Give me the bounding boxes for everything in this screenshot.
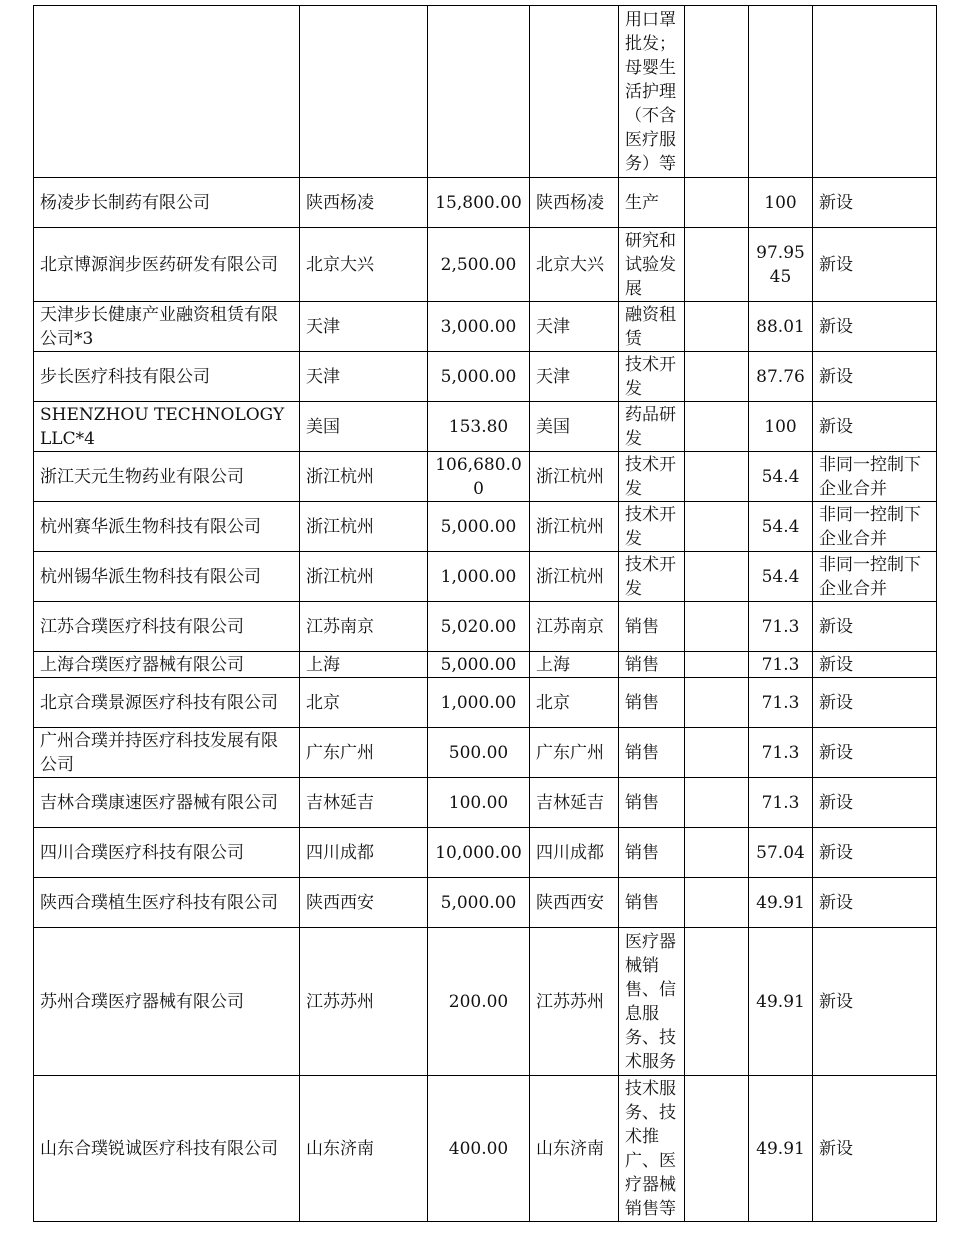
table-row	[34, 778, 937, 828]
registered-capital-cell: 15,800.00	[428, 178, 530, 228]
company-name-cell: 苏州合璞医疗器械有限公司	[34, 928, 300, 1076]
table-row	[34, 878, 937, 928]
company-name-cell: 四川合璞医疗科技有限公司	[34, 828, 300, 878]
registered-place-cell: 山东济南	[300, 1076, 428, 1222]
registered-place-cell: 上海	[300, 652, 428, 678]
direct-share-cell	[685, 878, 749, 928]
business-nature-cell: 技术开发	[619, 502, 685, 552]
direct-share-cell	[685, 6, 749, 178]
business-nature-cell: 销售	[619, 652, 685, 678]
table-row	[34, 552, 937, 602]
business-location-cell: 浙江杭州	[530, 552, 619, 602]
indirect-share-cell: 71.3	[749, 652, 813, 678]
direct-share-cell	[685, 178, 749, 228]
direct-share-cell	[685, 928, 749, 1076]
business-nature-cell: 销售	[619, 878, 685, 928]
registered-place-cell: 陕西西安	[300, 878, 428, 928]
acquisition-method-cell: 新设	[813, 302, 937, 352]
registered-capital-cell: 5,000.00	[428, 652, 530, 678]
registered-place-cell: 陕西杨凌	[300, 178, 428, 228]
company-name-cell: SHENZHOU TECHNOLOGY LLC*4	[34, 402, 300, 452]
indirect-share-cell	[749, 6, 813, 178]
business-nature-cell: 技术服务、技术推广、医疗器械销售等	[619, 1076, 685, 1222]
direct-share-cell	[685, 352, 749, 402]
business-location-cell: 陕西杨凌	[530, 178, 619, 228]
registered-capital-cell: 5,020.00	[428, 602, 530, 652]
acquisition-method-cell: 新设	[813, 402, 937, 452]
business-nature-cell: 用口罩批发；母婴生活护理（不含医疗服务）等	[619, 6, 685, 178]
table-row	[34, 228, 937, 302]
table-row	[34, 928, 937, 1076]
business-location-cell: 北京	[530, 678, 619, 728]
indirect-share-cell: 97.9545	[749, 228, 813, 302]
indirect-share-cell: 100	[749, 178, 813, 228]
business-location-cell: 广东广州	[530, 728, 619, 778]
table-row	[34, 728, 937, 778]
business-nature-cell: 销售	[619, 678, 685, 728]
registered-capital-cell: 400.00	[428, 1076, 530, 1222]
registered-place-cell: 天津	[300, 302, 428, 352]
acquisition-method-cell: 新设	[813, 178, 937, 228]
indirect-share-cell: 71.3	[749, 778, 813, 828]
indirect-share-cell: 54.4	[749, 502, 813, 552]
registered-place-cell: 美国	[300, 402, 428, 452]
company-name-cell: 杨凌步长制药有限公司	[34, 178, 300, 228]
acquisition-method-cell: 新设	[813, 828, 937, 878]
business-location-cell: 浙江杭州	[530, 452, 619, 502]
table-row	[34, 678, 937, 728]
acquisition-method-cell: 新设	[813, 878, 937, 928]
acquisition-method-cell: 新设	[813, 1076, 937, 1222]
registered-place-cell: 吉林延吉	[300, 778, 428, 828]
business-nature-cell: 融资租赁	[619, 302, 685, 352]
acquisition-method-cell	[813, 6, 937, 178]
registered-capital-cell: 5,000.00	[428, 878, 530, 928]
table-row	[34, 302, 937, 352]
company-name-cell: 江苏合璞医疗科技有限公司	[34, 602, 300, 652]
registered-place-cell: 江苏南京	[300, 602, 428, 652]
direct-share-cell	[685, 452, 749, 502]
indirect-share-cell: 49.91	[749, 878, 813, 928]
company-name-cell	[34, 6, 300, 178]
business-location-cell: 吉林延吉	[530, 778, 619, 828]
registered-capital-cell: 1,000.00	[428, 678, 530, 728]
table-row	[34, 178, 937, 228]
business-nature-cell: 技术开发	[619, 552, 685, 602]
business-nature-cell: 生产	[619, 178, 685, 228]
registered-capital-cell: 2,500.00	[428, 228, 530, 302]
business-location-cell: 山东济南	[530, 1076, 619, 1222]
company-name-cell: 步长医疗科技有限公司	[34, 352, 300, 402]
acquisition-method-cell: 新设	[813, 728, 937, 778]
business-location-cell: 陕西西安	[530, 878, 619, 928]
direct-share-cell	[685, 602, 749, 652]
indirect-share-cell: 71.3	[749, 678, 813, 728]
table-row	[34, 452, 937, 502]
registered-place-cell: 浙江杭州	[300, 452, 428, 502]
registered-place-cell: 浙江杭州	[300, 502, 428, 552]
table-row	[34, 502, 937, 552]
indirect-share-cell: 49.91	[749, 928, 813, 1076]
indirect-share-cell: 54.4	[749, 552, 813, 602]
direct-share-cell	[685, 302, 749, 352]
indirect-share-cell: 57.04	[749, 828, 813, 878]
company-name-cell: 杭州锡华派生物科技有限公司	[34, 552, 300, 602]
business-location-cell	[530, 6, 619, 178]
indirect-share-cell: 71.3	[749, 728, 813, 778]
business-nature-cell: 技术开发	[619, 352, 685, 402]
indirect-share-cell: 49.91	[749, 1076, 813, 1222]
registered-capital-cell: 1,000.00	[428, 552, 530, 602]
business-location-cell: 江苏南京	[530, 602, 619, 652]
registered-place-cell: 北京大兴	[300, 228, 428, 302]
registered-capital-cell: 3,000.00	[428, 302, 530, 352]
acquisition-method-cell: 新设	[813, 928, 937, 1076]
acquisition-method-cell: 非同一控制下企业合并	[813, 502, 937, 552]
business-location-cell: 江苏苏州	[530, 928, 619, 1076]
acquisition-method-cell: 非同一控制下企业合并	[813, 552, 937, 602]
table-row	[34, 402, 937, 452]
indirect-share-cell: 87.76	[749, 352, 813, 402]
acquisition-method-cell: 新设	[813, 652, 937, 678]
business-nature-cell: 药品研发	[619, 402, 685, 452]
registered-place-cell: 天津	[300, 352, 428, 402]
indirect-share-cell: 54.4	[749, 452, 813, 502]
company-name-cell: 广州合璞并持医疗科技发展有限公司	[34, 728, 300, 778]
table-row	[34, 652, 937, 678]
acquisition-method-cell: 新设	[813, 778, 937, 828]
direct-share-cell	[685, 228, 749, 302]
registered-place-cell: 广东广州	[300, 728, 428, 778]
registered-place-cell: 江苏苏州	[300, 928, 428, 1076]
business-nature-cell: 销售	[619, 602, 685, 652]
registered-place-cell: 四川成都	[300, 828, 428, 878]
table-row	[34, 602, 937, 652]
business-nature-cell: 医疗器械销售、信息服务、技术服务	[619, 928, 685, 1076]
table-body	[34, 6, 937, 1222]
direct-share-cell	[685, 402, 749, 452]
indirect-share-cell: 88.01	[749, 302, 813, 352]
business-nature-cell: 技术开发	[619, 452, 685, 502]
direct-share-cell	[685, 652, 749, 678]
company-name-cell: 上海合璞医疗器械有限公司	[34, 652, 300, 678]
table-row	[34, 352, 937, 402]
business-location-cell: 上海	[530, 652, 619, 678]
subsidiary-table	[33, 5, 937, 1222]
business-location-cell: 美国	[530, 402, 619, 452]
registered-place-cell	[300, 6, 428, 178]
company-name-cell: 北京合璞景源医疗科技有限公司	[34, 678, 300, 728]
direct-share-cell	[685, 1076, 749, 1222]
registered-capital-cell: 10,000.00	[428, 828, 530, 878]
registered-capital-cell	[428, 6, 530, 178]
table-row	[34, 6, 937, 178]
acquisition-method-cell: 新设	[813, 352, 937, 402]
registered-capital-cell: 200.00	[428, 928, 530, 1076]
table-row	[34, 828, 937, 878]
business-nature-cell: 销售	[619, 828, 685, 878]
registered-capital-cell: 5,000.00	[428, 352, 530, 402]
indirect-share-cell: 71.3	[749, 602, 813, 652]
registered-capital-cell: 106,680.00	[428, 452, 530, 502]
business-location-cell: 北京大兴	[530, 228, 619, 302]
registered-capital-cell: 5,000.00	[428, 502, 530, 552]
direct-share-cell	[685, 778, 749, 828]
registered-capital-cell: 153.80	[428, 402, 530, 452]
acquisition-method-cell: 非同一控制下企业合并	[813, 452, 937, 502]
direct-share-cell	[685, 728, 749, 778]
business-location-cell: 四川成都	[530, 828, 619, 878]
business-location-cell: 浙江杭州	[530, 502, 619, 552]
direct-share-cell	[685, 552, 749, 602]
acquisition-method-cell: 新设	[813, 678, 937, 728]
business-nature-cell: 销售	[619, 728, 685, 778]
business-nature-cell: 研究和试验发展	[619, 228, 685, 302]
registered-capital-cell: 100.00	[428, 778, 530, 828]
company-name-cell: 山东合璞锐诚医疗科技有限公司	[34, 1076, 300, 1222]
registered-place-cell: 浙江杭州	[300, 552, 428, 602]
direct-share-cell	[685, 678, 749, 728]
company-name-cell: 杭州赛华派生物科技有限公司	[34, 502, 300, 552]
indirect-share-cell: 100	[749, 402, 813, 452]
registered-capital-cell: 500.00	[428, 728, 530, 778]
acquisition-method-cell: 新设	[813, 228, 937, 302]
table-row	[34, 1076, 937, 1222]
company-name-cell: 北京博源润步医药研发有限公司	[34, 228, 300, 302]
direct-share-cell	[685, 828, 749, 878]
direct-share-cell	[685, 502, 749, 552]
registered-place-cell: 北京	[300, 678, 428, 728]
business-nature-cell: 销售	[619, 778, 685, 828]
company-name-cell: 浙江天元生物药业有限公司	[34, 452, 300, 502]
business-location-cell: 天津	[530, 302, 619, 352]
company-name-cell: 吉林合璞康速医疗器械有限公司	[34, 778, 300, 828]
acquisition-method-cell: 新设	[813, 602, 937, 652]
business-location-cell: 天津	[530, 352, 619, 402]
company-name-cell: 陕西合璞植生医疗科技有限公司	[34, 878, 300, 928]
company-name-cell: 天津步长健康产业融资租赁有限公司*3	[34, 302, 300, 352]
